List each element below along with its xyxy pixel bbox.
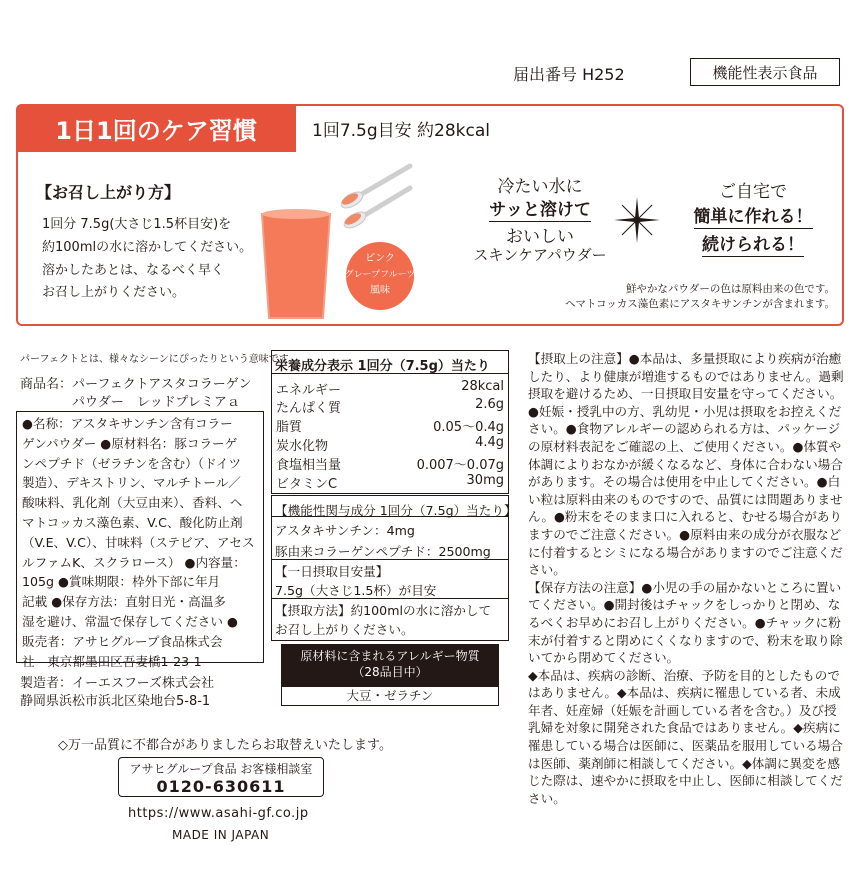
precaution-paragraph: 【摂取上の注意】●本品は、多量摂取により疾病が治癒したり、より健康が増進するものではありません。過剰摂取を避けるため、一日摂取目安量を守ってください。●妊娠・授乳中の方、乳幼児・小児は摂取をお控えください。●食物アレルギーの認められる方は、パッケージの原材料表記をご確認の上、ご使用ください。●体質や体調によりおなかが緩くなるなど、身体に合わない場合があります。その場合は使用を中止してください。●白い粒は原料由来のものですので、品質には問題ありません。●粉末をそのまま口に入れると、むせる場合がありますのでご注意ください。●原料由来の成分が衣服などに付着するとシミになる場合がありますのでご注意ください。 bbox=[528, 351, 844, 578]
nutrient-name: エネルギー bbox=[276, 383, 342, 398]
howto-line: 約100mlの水に溶かしてください。 bbox=[42, 240, 253, 255]
nutrition-title: 栄養成分表示 1回分（7.5g）当たり bbox=[275, 359, 490, 374]
color-note: ヘマトコッカス藻色素にアスタキサンチンが含まれます。 bbox=[564, 298, 835, 310]
home-line bbox=[678, 230, 828, 255]
product-info-line: 社 東京都墨田区吾妻橋1-23-1 bbox=[22, 653, 202, 669]
nutrient-value: 30mg bbox=[466, 473, 504, 488]
serving-info: 1回7.5g目安 約28kcal bbox=[312, 121, 491, 141]
nutrient-value: 4.4g bbox=[475, 435, 504, 450]
color-note: 鮮やかなパウダーの色は原料由来の色です。 bbox=[625, 283, 835, 295]
allergy-header bbox=[281, 644, 499, 686]
nutrient-value: 28kcal bbox=[461, 379, 504, 394]
feature-line bbox=[470, 195, 610, 220]
divider bbox=[271, 559, 509, 560]
functional-food-badge: 機能性表示食品 bbox=[690, 58, 840, 86]
care-habit-title: 1日1回のケア習慣 bbox=[16, 104, 296, 152]
flavor-label-line: 風味 bbox=[370, 285, 390, 296]
contact-box bbox=[118, 757, 324, 797]
product-info-line: 湿を避け、常温で保存してください ● bbox=[22, 613, 238, 629]
product-info-line: （V.E、V.C）、甘味料（ステビア、アセス bbox=[22, 534, 255, 550]
functional-line: 豚由来コラーゲンペプチド：2500mg bbox=[275, 544, 491, 559]
product-info-line: マトコッカス藻色素、V.C、酸化防止剤 bbox=[22, 514, 243, 530]
home-line bbox=[678, 202, 828, 227]
method-line: お召し上がりください。 bbox=[275, 622, 414, 637]
nutrient-value: 2.6g bbox=[475, 397, 504, 412]
feature-line: スキンケアパウダー bbox=[473, 246, 607, 264]
howto-title: 【お召し上がり方】 bbox=[36, 183, 181, 202]
nutrition-row bbox=[276, 435, 504, 454]
precaution-paragraph: ◆本品は、疾病の診断、治療、予防を目的としたものではありません。◆本品は、疾病に罹患している者、未成年者、妊産婦（妊娠を計画している者を含む。）及び授乳婦を対象に開発された食品ではありません。◆疾病に罹患している場合は医師に、医薬品を服用している場合は医師、薬剤師に相談してください。◆体調に異変を感じた際は、速やかに摂取を中止し、医師に相談してください。 bbox=[528, 667, 843, 806]
nutrition-row bbox=[276, 416, 504, 435]
functional-line: アスタキサンチン：4mg bbox=[275, 523, 415, 538]
functional-title: 【機能性関与成分 1回分（7.5g）当たり】 bbox=[275, 503, 517, 518]
precaution-paragraph: 【保存方法の注意】●小児の手の届かないところに置いてください。●開封後はチャックをしっかりと閉め、なるべくお早めにお召し上がりください。●チャックに粉末が付着すると閉めにくくなりますので、粉末を取り除いてから閉めてください。 bbox=[528, 579, 843, 666]
flavor-label-line: グレープフルーツ bbox=[344, 270, 416, 280]
perfect-note: パーフェクトとは、様々なシーンにぴったりという意味です。 bbox=[20, 354, 298, 365]
nutrient-name: たんぱく質 bbox=[276, 401, 342, 416]
divider bbox=[271, 516, 509, 517]
product-info-line: 酸味料、乳化剤（大豆由来）、香料、ヘ bbox=[22, 495, 243, 511]
allergy-header-line: 原材料に含まれるアレルギー物質 bbox=[300, 649, 480, 663]
product-info-text bbox=[22, 414, 260, 671]
home-line-text: 続けられる！ bbox=[702, 235, 804, 255]
sparkle-icon bbox=[612, 195, 662, 245]
product-info-line: 記載 ●保存方法：直射日光・高温多 bbox=[22, 594, 226, 610]
precautions bbox=[528, 350, 846, 807]
nutrition-row bbox=[276, 379, 504, 398]
feature-line: 冷たい水に bbox=[497, 177, 583, 197]
manufacturer-address: 静岡県浜松市浜北区染地台5-8-1 bbox=[20, 694, 211, 709]
nutrient-value: 0.007～0.07g bbox=[416, 458, 504, 473]
nutrition-row bbox=[276, 473, 504, 492]
product-info-line: 105g ●賞味期限：枠外下部に年月 bbox=[22, 574, 221, 590]
nutrient-value: 0.05～0.4g bbox=[433, 420, 504, 435]
intake-value: 7.5g（大さじ1.5杯）が目安 bbox=[275, 583, 437, 598]
contact-label: アサヒグループ食品 お客様相談室 bbox=[129, 762, 313, 776]
nutrient-name: 脂質 bbox=[276, 420, 303, 435]
product-info-line: 販売者：アサヒグループ食品株式会 bbox=[22, 633, 223, 649]
divider bbox=[271, 598, 509, 599]
nutrient-name: ビタミンC bbox=[276, 477, 338, 492]
website-url: https://www.asahi-gf.co.jp bbox=[128, 806, 309, 821]
drink-illustration bbox=[260, 158, 460, 328]
flavor-label-line: ピンク bbox=[365, 253, 395, 264]
nutrient-name: 炭水化物 bbox=[276, 439, 329, 454]
product-info-line: ゲンパウダー ●原材料名：豚コラーゲ bbox=[22, 435, 238, 451]
nutrition-row bbox=[276, 454, 504, 473]
howto-line: 溶かしたあとは、なるべく早く bbox=[42, 263, 225, 278]
allergy-value: 大豆・ゼラチン bbox=[281, 686, 499, 706]
made-in: MADE IN JAPAN bbox=[172, 828, 270, 842]
home-line: ご自宅で bbox=[719, 182, 787, 202]
product-info-line: ●名称：アスタキサンチン含有コラー bbox=[22, 416, 233, 431]
notification-number: 届出番号 H252 bbox=[513, 65, 625, 84]
howto-line: 1回分 7.5g(大さじ1.5杯目安)を bbox=[42, 217, 232, 232]
product-info-line: ンペプチド（ゼラチンを含む）（ドイツ bbox=[22, 455, 242, 471]
nutrition-row bbox=[276, 397, 504, 416]
product-info-line: ルファムK、スクラロース） ●内容量： bbox=[22, 554, 246, 570]
manufacturer: 製造者：イーエスフーズ株式会社 bbox=[20, 676, 214, 691]
glass-icon bbox=[262, 214, 330, 318]
product-info-line: 製造）、デキストリン、マルチトール／ bbox=[22, 475, 241, 491]
divider bbox=[271, 373, 509, 374]
howto-line: お召し上がりください。 bbox=[42, 285, 186, 300]
home-line-text: 簡単に作れる！ bbox=[693, 207, 813, 227]
contact-phone: 0120-630611 bbox=[156, 777, 286, 796]
intake-title: 【一日摂取目安量】 bbox=[275, 564, 389, 579]
allergy-header-line: （28品目中） bbox=[352, 665, 428, 679]
spoon-icon bbox=[339, 166, 410, 211]
nutrient-name: 食塩相当量 bbox=[276, 458, 342, 473]
product-name: パウダー レッドプレミアａ bbox=[20, 395, 240, 410]
method-line: 【摂取方法】約100mlの水に溶かして bbox=[275, 603, 492, 618]
product-name: 商品名：パーフェクトアスタコラーゲン bbox=[20, 377, 252, 392]
feature-line-text: サッと溶けて bbox=[489, 200, 591, 220]
quality-note: ◇万一品質に不都合がありましたらお取替えいたします。 bbox=[58, 738, 392, 753]
feature-line: おいしい bbox=[506, 227, 574, 247]
